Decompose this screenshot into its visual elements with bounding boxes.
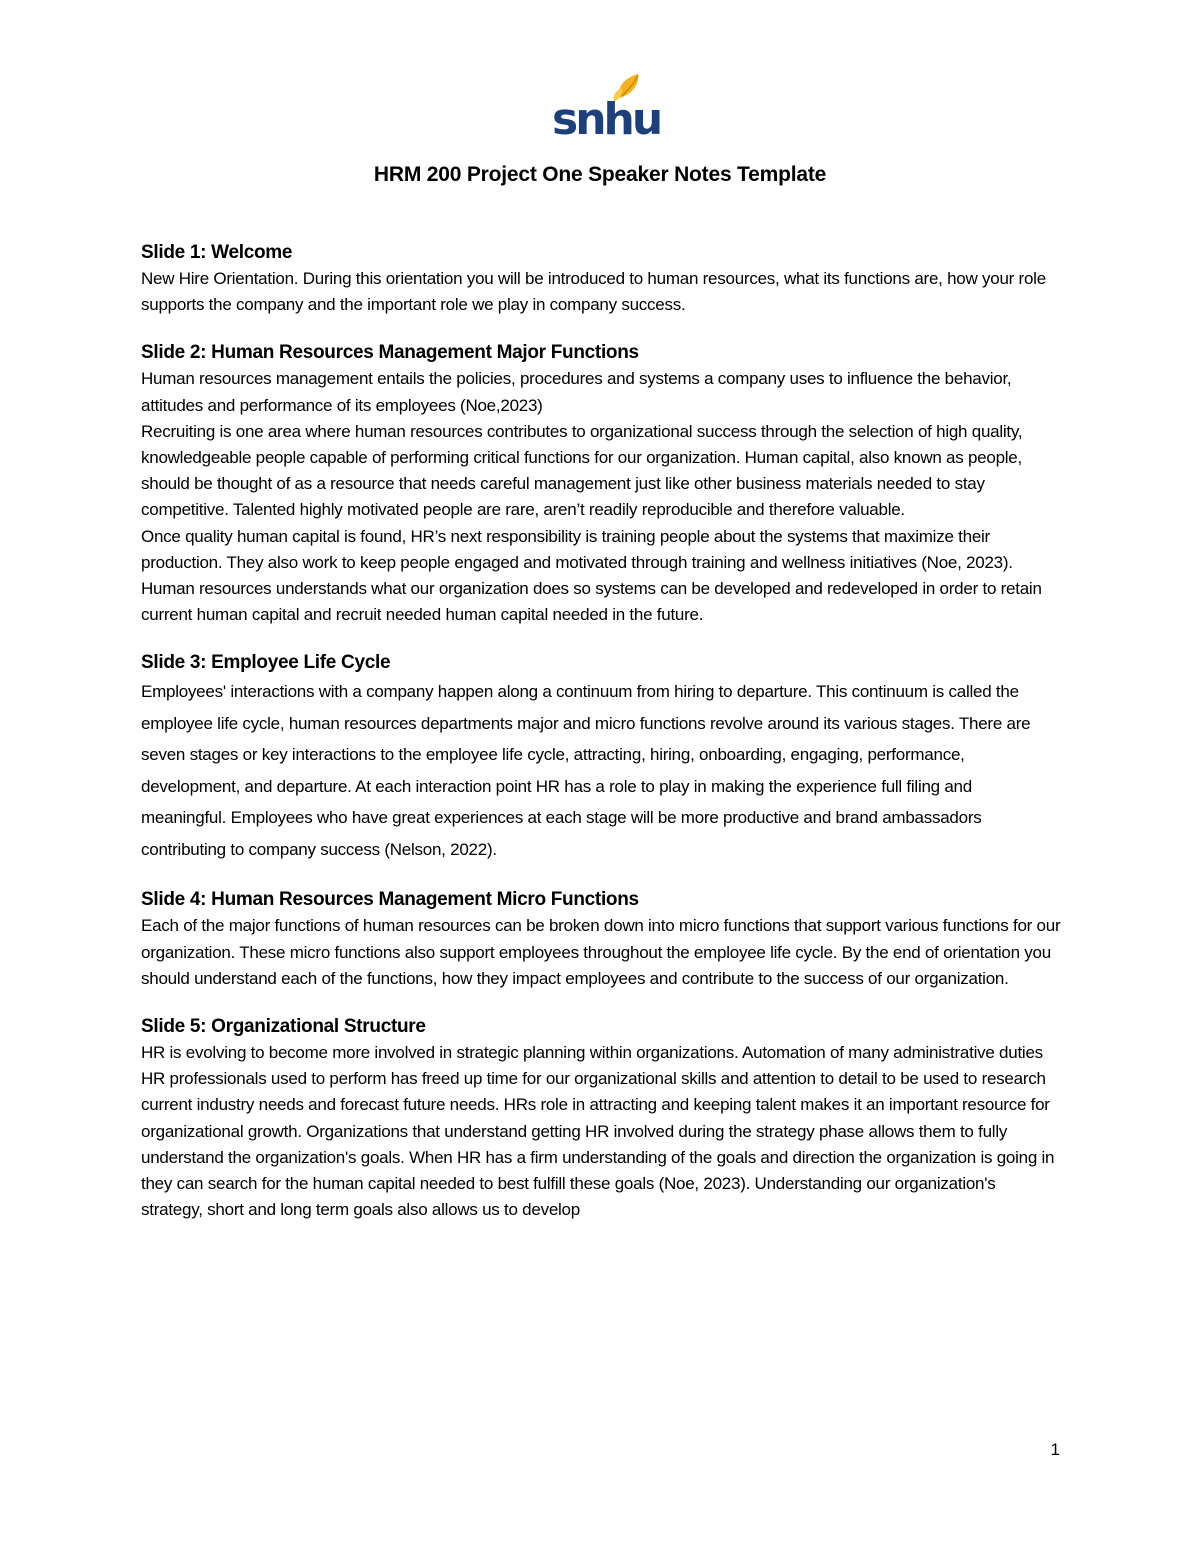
logo-wordmark: snhu (552, 94, 661, 145)
snhu-logo-icon (550, 72, 661, 145)
document-title: HRM 200 Project One Speaker Notes Template (373, 163, 827, 186)
slide-2-paragraph-4: Human resources understands what our organization does so systems can be developed and redeveloped in order to retain current human capital and recruit needed human capital needed in the future. (141, 579, 1042, 625)
snhu-logo (550, 72, 661, 145)
slide-2-heading: Slide 2: Human Resources Management Major Functions (141, 342, 639, 364)
slide-2-paragraph-1: Human resources management entails the policies, procedures and systems a company uses to influence the behavior, attitudes and performance of its employees (Noe,2023) (141, 369, 1012, 415)
slide-3-section (141, 650, 1061, 865)
speaker-notes-body (141, 240, 1061, 1245)
slide-5-paragraph-1: HR is evolving to become more involved in strategic planning within organizations. Automation of many administrative duties HR professionals used to perform has freed up time for our organizational skills and attention to detail to be used to research current industry needs and forecast future needs. HRs role in attracting and keeping talent makes it an important resource for organizational growth. Organizations that understand getting HR involved during the strategy phase allows them to fully understand the organization's goals. When HR has a firm understanding of the goals and direction the organization is going in they can search for the human capital needed to best fulfill these goals (Noe, 2023). Understanding our organization's strategy, short and long term goals also allows us to develop (141, 1043, 1055, 1220)
slide-4-section (141, 887, 1061, 992)
slide-4-paragraph-1: Each of the major functions of human resources can be broken down into micro functions that support various functions for our organization. These micro functions also support employees throughout the employee life cycle. By the end of orientation you should understand each of the functions, how they impact employees and contribute to the success of our organization. (141, 916, 1061, 988)
page-number: 1 (1050, 1440, 1060, 1459)
slide-1-paragraph-1: New Hire Orientation. During this orientation you will be introduced to human resources, what its functions are, how your role supports the company and the important role we play in company success. (141, 269, 1046, 315)
slide-1-heading: Slide 1: Welcome (141, 242, 293, 263)
slide-5-section (141, 1014, 1061, 1223)
slide-1-section (141, 240, 1061, 318)
slide-3-heading: Slide 3: Employee Life Cycle (141, 652, 391, 674)
slide-2-paragraph-3: Once quality human capital is found, HR’s next responsibility is training people about the systems that maximize their production. They also work to keep people engaged and motivated through training and wellness initiatives (Noe, 2023). (141, 526, 1013, 572)
slide-2-paragraph-2: Recruiting is one area where human resources contributes to organizational success through the selection of high quality, knowledgeable people capable of performing critical functions for our organization. Human capital, also known as people, should be thought of as a resource that needs careful management just like other business materials needed to stay competitive. Talented highly motivated people are rare, aren’t readily reproducible and therefore valuable. (141, 421, 1023, 520)
slide-5-heading: Slide 5: Organizational Structure (141, 1016, 426, 1038)
slide-2-section (141, 340, 1061, 628)
slide-4-heading: Slide 4: Human Resources Management Micro Functions (141, 889, 639, 911)
slide-3-paragraph-1: Employees' interactions with a company happen along a continuum from hiring to departure. This continuum is called the employee life cycle, human resources departments major and micro functions revolve around its various stages. There are seven stages or key interactions to the employee life cycle, attracting, hiring, onboarding, engaging, performance, development, and departure. At each interaction point HR has a role to play in making the experience full filing and meaningful. Employees who have great experiences at each stage will be more productive and brand ambassadors contributing to company success (Nelson, 2022). (141, 682, 1031, 859)
